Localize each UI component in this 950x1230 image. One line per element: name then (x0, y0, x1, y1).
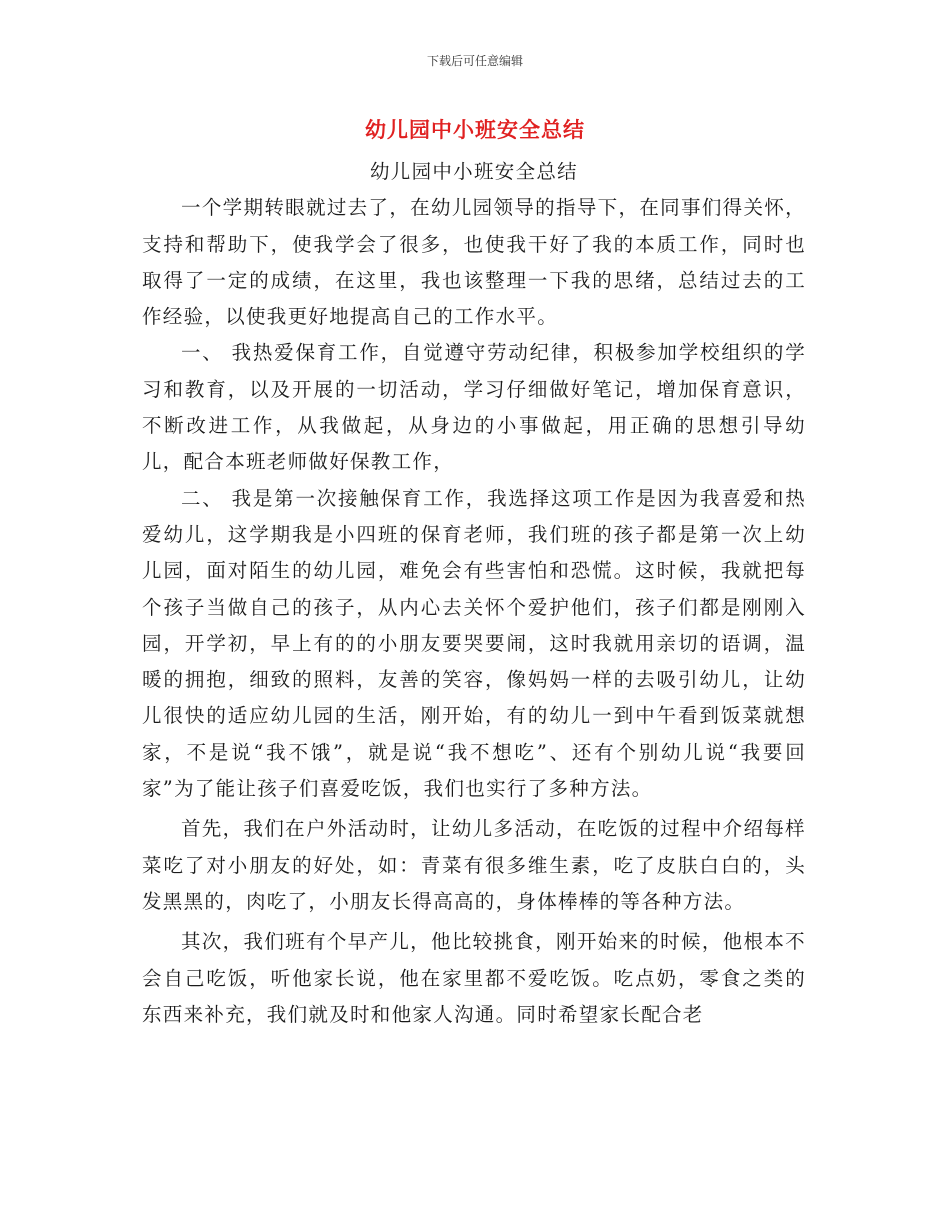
paragraph-first: 首先，我们在户外活动时，让幼儿多活动，在吃饭的过程中介绍每样菜吃了对小朋友的好处，如：青菜有很多维生素，吃了皮肤白白的，头发黑黑的，肉吃了，小朋友长得高高的，身体棒棒的等各种方法。 (142, 817, 806, 913)
document-subtitle: 幼儿园中小班安全总结 (369, 160, 578, 183)
paragraph-section-one: 一、 我热爱保育工作，自觉遵守劳动纪律，积极参加学校组织的学习和教育，以及开展的一切活动，学习仔细做好笔记，增加保育意识，不断改进工作，从我做起，从身边的小事做起，用正确的思想引导幼儿，配合本班老师做好保教工作， (142, 341, 806, 474)
document-title: 幼儿园中小班安全总结 (365, 118, 585, 142)
paragraph-section-two: 二、 我是第一次接触保育工作，我选择这项工作是因为我喜爱和热爱幼儿，这学期我是小四班的保育老师，我们班的孩子都是第一次上幼儿园，面对陌生的幼儿园，难免会有些害怕和恐慌。这时候，我就把每个孩子当做自己的孩子，从内心去关怀个爱护他们，孩子们都是刚刚入园，开学初，早上有的的小朋友要哭要闹，这时我就用亲切的语调，温暖的拥抱，细致的照料，友善的笑容，像妈妈一样的去吸引幼儿，让幼儿很快的适应幼儿园的生活，刚开始，有的幼儿一到中午看到饭菜就想家，不是说“我不饿”，就是说“我不想吃”、还有个别幼儿说“我要回家”为了能让孩子们喜爱吃饭，我们也实行了多种方法。 (142, 486, 806, 801)
paragraph-intro: 一个学期转眼就过去了，在幼儿园领导的指导下，在同事们得关怀，支持和帮助下，使我学会了很多，也使我干好了我的本质工作，同时也取得了一定的成绩，在这里，我也该整理一下我的思绪，总结过去的工作经验，以使我更好地提高自己的工作水平。 (142, 196, 806, 329)
document-body (142, 154, 806, 1033)
header-note: 下载后可任意编辑 (426, 54, 523, 68)
paragraph-second: 其次，我们班有个早产儿，他比较挑食，刚开始来的时候，他根本不会自己吃饭，听他家长说，他在家里都不爱吃饭。吃点奶，零食之类的东西来补充，我们就及时和他家人沟通。同时希望家长配合老 (142, 930, 806, 1026)
